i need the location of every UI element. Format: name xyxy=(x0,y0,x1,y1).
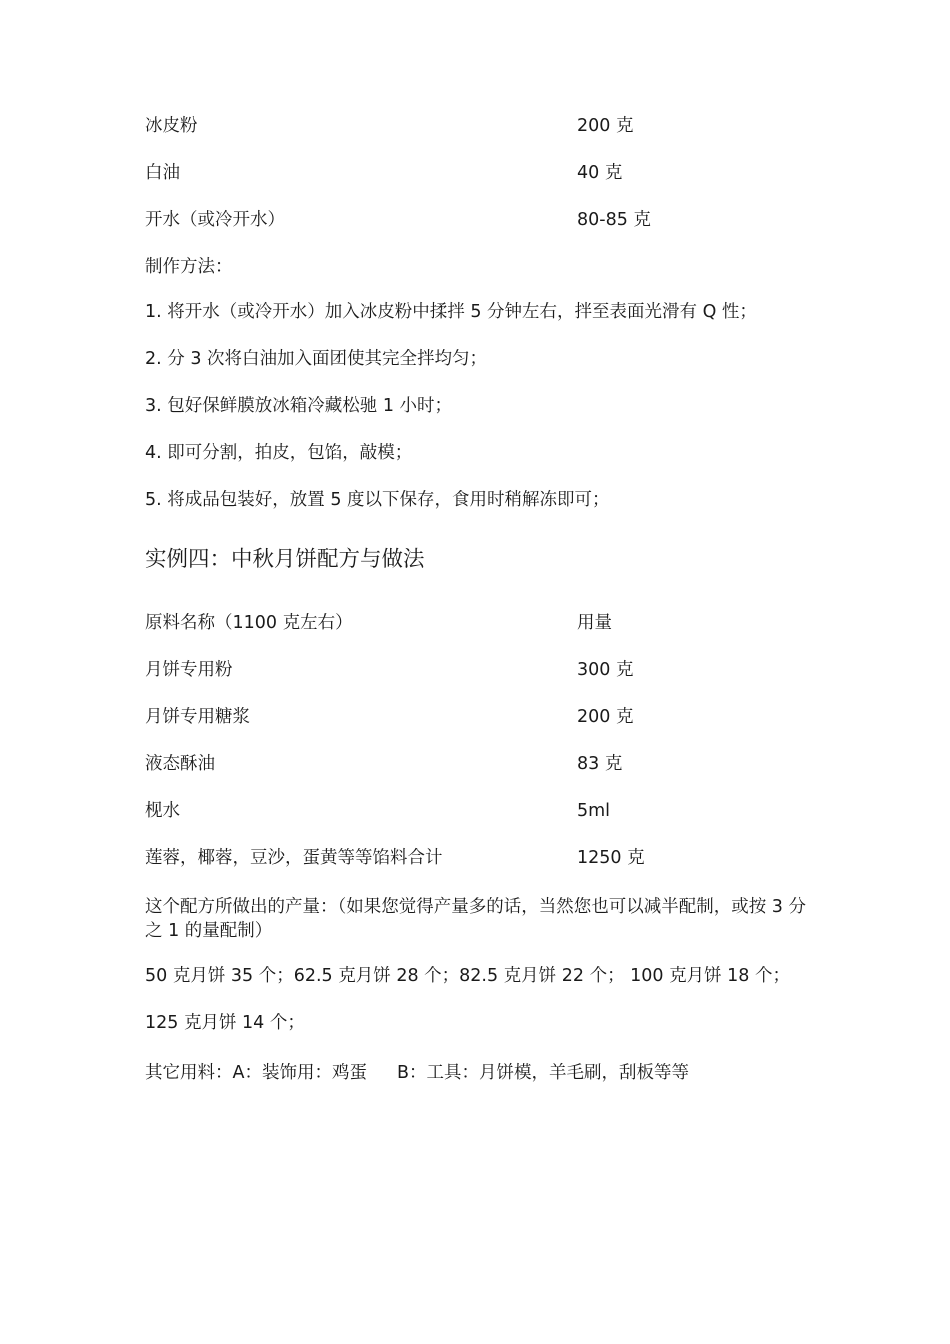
section-title: 实例四：中秋月饼配方与做法 xyxy=(145,547,425,572)
ingredient-name: 枧水 xyxy=(145,801,180,821)
step-item: 5. 将成品包装好，放置 5 度以下保存，食用时稍解冻即可； xyxy=(145,490,610,510)
table-header-name: 原料名称（1100 克左右） xyxy=(145,613,353,633)
other-materials xyxy=(145,1061,689,1085)
step-item: 1. 将开水（或冷开水）加入冰皮粉中揉拌 5 分钟左右，拌至表面光滑有 Q 性； xyxy=(145,302,757,322)
table-header-amount: 用量 xyxy=(577,613,612,633)
ingredient-name: 月饼专用糖浆 xyxy=(145,707,250,727)
method-label: 制作方法： xyxy=(145,257,233,277)
ingredient-amount: 5ml xyxy=(577,801,611,821)
ingredient-name: 月饼专用粉 xyxy=(145,660,233,680)
other-materials-a: 其它用料：A：装饰用：鸡蛋 xyxy=(145,1063,367,1083)
yield-line: 50 克月饼 35 个；62.5 克月饼 28 个；82.5 克月饼 22 个； 100 克月饼 18 个； xyxy=(145,966,790,986)
ingredient-name: 开水（或冷开水） xyxy=(145,210,285,230)
yield-note: 这个配方所做出的产量：（如果您觉得产量多的话，当然您也可以减半配制，或按 3 分之 1 的量配制） xyxy=(145,897,807,941)
ingredient-amount: 300 克 xyxy=(577,660,634,680)
other-materials-b: B：工具：月饼模，羊毛刷，刮板等等 xyxy=(396,1063,689,1083)
yield-line: 125 克月饼 14 个； xyxy=(145,1013,305,1033)
ingredient-amount: 200 克 xyxy=(577,116,634,136)
step-item: 4. 即可分割，拍皮，包馅，敲模； xyxy=(145,443,413,463)
step-item: 2. 分 3 次将白油加入面团使其完全拌均匀； xyxy=(145,349,488,369)
step-item: 3. 包好保鲜膜放冰箱冷藏松驰 1 小时； xyxy=(145,396,453,416)
ingredient-amount: 40 克 xyxy=(577,163,623,183)
ingredient-name: 冰皮粉 xyxy=(145,116,198,136)
ingredient-name: 白油 xyxy=(145,163,180,183)
ingredient-amount: 83 克 xyxy=(577,754,623,774)
ingredient-amount: 1250 克 xyxy=(577,848,645,868)
ingredient-amount: 80-85 克 xyxy=(577,210,651,230)
ingredient-name: 莲蓉，椰蓉，豆沙，蛋黄等等馅料合计 xyxy=(145,848,443,868)
ingredient-name: 液态酥油 xyxy=(145,754,215,774)
ingredient-amount: 200 克 xyxy=(577,707,634,727)
